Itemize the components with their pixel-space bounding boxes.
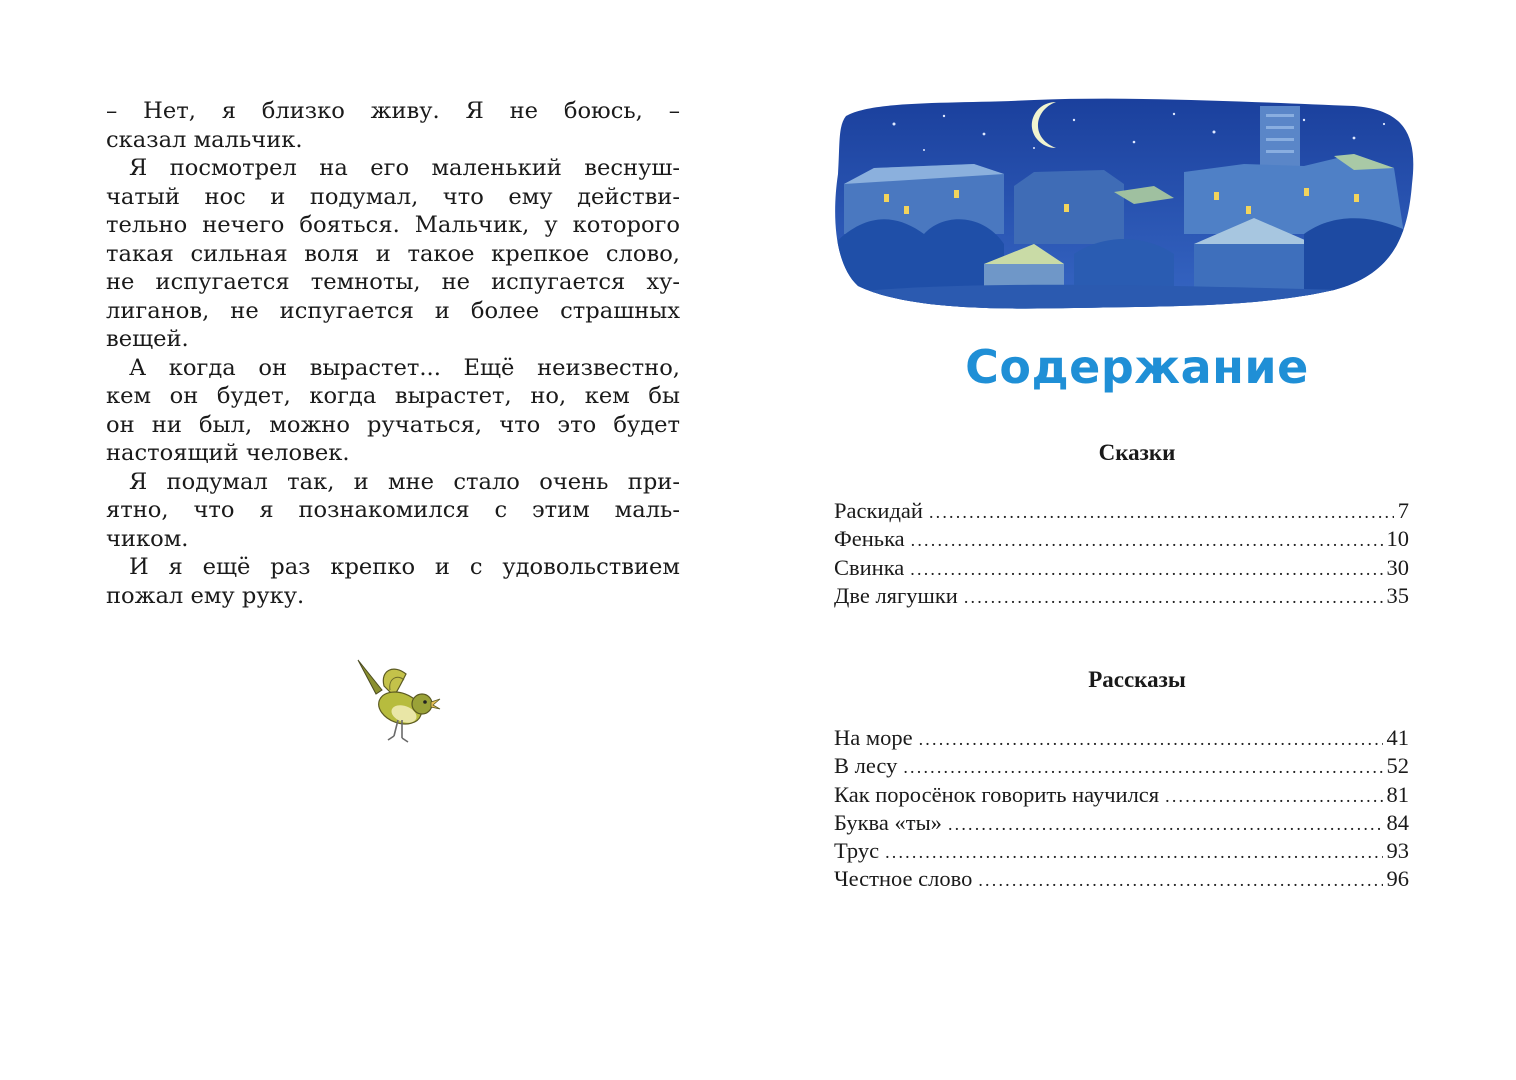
text-line: Я посмотрел на его маленький веснуш- bbox=[129, 155, 680, 181]
text-line: не испугается темноты, не испугается ху- bbox=[106, 269, 680, 295]
toc-entry bbox=[834, 526, 1409, 554]
toc-entry-title: Трус bbox=[834, 838, 880, 864]
toc-leader-dots bbox=[885, 842, 1382, 863]
text-line: тельно нечего бояться. Мальчик, у которого bbox=[106, 212, 680, 238]
toc-list-fairy-tales bbox=[834, 498, 1409, 611]
toc-page-number: 96 bbox=[1386, 866, 1409, 892]
sparrow-illustration bbox=[354, 656, 444, 748]
text-line: он ни был, можно ручаться, что это будет bbox=[106, 411, 680, 438]
toc-page-number: 10 bbox=[1386, 526, 1409, 552]
text-line: А когда он вырастет... Ещё неизвестно, bbox=[129, 354, 680, 381]
toc-entry-title: Буква «ты» bbox=[834, 809, 942, 835]
toc-page-number: 93 bbox=[1386, 838, 1409, 864]
toc-entry-title: Как поросёнок говорить научился bbox=[834, 781, 1160, 807]
text-line: лиганов, не испугается и более страшных bbox=[106, 297, 680, 324]
text-line: вещей. bbox=[106, 326, 189, 352]
toc-page-number: 81 bbox=[1386, 781, 1409, 807]
right-page bbox=[758, 0, 1516, 1080]
toc-entry-title: Раскидай bbox=[834, 498, 923, 523]
toc-page-number: 41 bbox=[1386, 725, 1409, 750]
toc-leader-dots bbox=[911, 530, 1383, 551]
toc-entry bbox=[834, 810, 1409, 838]
text-line: чиком. bbox=[106, 525, 189, 552]
toc-entry-title: Фенька bbox=[834, 526, 905, 552]
toc-entry bbox=[834, 583, 1409, 611]
toc-entry-title: Честное слово bbox=[834, 866, 973, 892]
section-heading-stories: Рассказы bbox=[1088, 667, 1186, 692]
toc-leader-dots bbox=[978, 870, 1382, 891]
text-line: сказал мальчик. bbox=[106, 126, 303, 153]
toc-entry bbox=[834, 555, 1409, 583]
toc-entry bbox=[834, 838, 1409, 866]
toc-leader-dots bbox=[910, 559, 1382, 580]
toc-page-number: 30 bbox=[1386, 554, 1409, 580]
toc-entry-title: Две лягушки bbox=[834, 582, 958, 608]
text-line: чатый нос и подумал, что ему действи- bbox=[106, 183, 680, 210]
text-line: настоящий человек. bbox=[106, 440, 350, 466]
text-line: такая сильная воля и такое крепкое слово, bbox=[106, 240, 680, 267]
toc-leader-dots bbox=[1165, 786, 1382, 807]
toc-leader-dots bbox=[903, 757, 1382, 778]
toc-leader-dots bbox=[964, 587, 1383, 608]
toc-leader-dots bbox=[929, 502, 1394, 523]
toc-page-number: 7 bbox=[1397, 498, 1409, 523]
toc-entry-title: Свинка bbox=[834, 554, 905, 580]
toc-entry-title: На море bbox=[834, 725, 913, 750]
toc-page-number: 35 bbox=[1386, 582, 1409, 608]
toc-entry bbox=[834, 725, 1409, 753]
text-line: И я ещё раз крепко и с удовольствием bbox=[129, 554, 680, 580]
toc-page-number: 84 bbox=[1386, 809, 1409, 835]
toc-entry bbox=[834, 866, 1409, 894]
text-line: кем он будет, когда вырастет, но, кем бы bbox=[106, 383, 680, 409]
text-line: ятно, что я познакомился с этим маль- bbox=[106, 497, 680, 523]
section-heading-fairy-tales: Сказки bbox=[1098, 440, 1176, 465]
toc-list-stories bbox=[834, 725, 1409, 895]
toc-leader-dots bbox=[919, 729, 1383, 750]
story-text bbox=[106, 97, 680, 610]
toc-entry bbox=[834, 498, 1409, 526]
toc-entry bbox=[834, 782, 1409, 810]
toc-leader-dots bbox=[948, 814, 1383, 835]
text-line: пожал ему руку. bbox=[106, 582, 305, 609]
toc-entry-title: В лесу bbox=[834, 753, 898, 779]
text-line: Я подумал так, и мне стало очень при- bbox=[129, 468, 680, 495]
toc-page-number: 52 bbox=[1386, 753, 1409, 779]
toc-entry bbox=[834, 753, 1409, 781]
night-city-illustration bbox=[834, 94, 1416, 316]
toc-title: Содержание bbox=[965, 340, 1309, 394]
text-line: – Нет, я близко живу. Я не боюсь, – bbox=[106, 98, 680, 124]
